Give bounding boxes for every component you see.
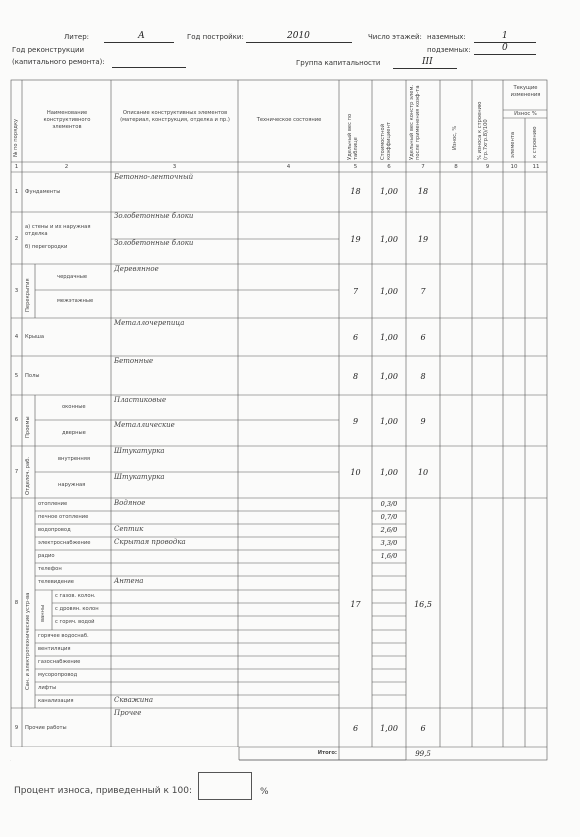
row-group: Проемы [25, 416, 31, 438]
utility-coef-value: 2,6/0 [380, 526, 398, 534]
utility-item-label: вентиляция [38, 646, 71, 652]
col-1-header: № по порядку [13, 118, 19, 157]
col-7-header: Удельный вес констр элем. после применения коэф-та [409, 84, 421, 160]
adjusted-weight-value: 16,5 [414, 600, 432, 609]
weight-value: 19 [350, 235, 361, 244]
adjusted-weight-value: 6 [420, 333, 426, 342]
utility-item-label: радио [38, 553, 55, 559]
coef-value: 1,00 [380, 724, 398, 733]
utility-coef-value: 0,7/0 [380, 513, 398, 521]
weight-value: 6 [352, 333, 359, 342]
row-number: 7 [14, 469, 19, 475]
row-name-b: б) перегородки [25, 244, 68, 250]
row-desc: Бетонно-ленточный [114, 173, 194, 181]
floors-label: Число этажей: [368, 33, 422, 41]
weight-value: 6 [352, 724, 359, 733]
total-label: Итого: [317, 750, 337, 756]
utility-item-label: с дровян. колон [55, 606, 99, 612]
adjusted-weight-value: 7 [420, 287, 426, 296]
percent-unit: % [260, 787, 269, 797]
col-9-header: % износа к строению (гр.7хгр.8)/100 [477, 101, 489, 160]
utility-item-label: телевидение [38, 579, 74, 585]
below-label: подземных: [427, 46, 471, 54]
col-number: 5 [353, 164, 358, 170]
row-sub-a: оконные [62, 404, 86, 410]
litera-label: Литер: [64, 33, 89, 41]
row-desc: Металлочерепица [114, 319, 185, 327]
utility-item-label: мусоропровод [38, 672, 78, 678]
current-changes-header: Текущие изменения [510, 85, 541, 98]
row-desc-a: Пластиковые [114, 396, 167, 404]
row-desc-b: Металлические [114, 421, 175, 429]
weight-value: 18 [350, 187, 361, 196]
utility-item-label: отопление [38, 501, 68, 507]
row-sub-b: наружная [58, 482, 86, 488]
utility-item-label: газоснабжение [38, 659, 81, 665]
col-number: 4 [286, 164, 291, 170]
coef-value: 1,00 [380, 468, 398, 477]
row-name-a: а) стены и их наружная отделка [25, 224, 91, 237]
utility-item-label: телефон [38, 566, 62, 572]
row-number: 9 [14, 725, 19, 731]
row-number: 6 [14, 417, 19, 423]
coef-value: 1,00 [380, 372, 398, 381]
utility-item-label: печное отопление [38, 514, 89, 520]
row-name: Фундаменты [25, 189, 61, 195]
col-number: 10 [510, 164, 518, 170]
row-desc-a: Штукатурка [114, 447, 165, 455]
utility-item-desc: Септик [114, 525, 144, 533]
utility-coef-value: 3,3/0 [380, 539, 398, 547]
row-name: Крыша [25, 334, 44, 340]
utility-coef-value: 1,6/0 [380, 552, 398, 560]
utility-item-label: горячее водоснаб. [38, 633, 89, 639]
col-11-header: к строению [532, 126, 538, 158]
row-desc: Деревянное [114, 265, 159, 273]
utility-item-desc: Водяное [114, 499, 146, 507]
adjusted-weight-value: 18 [417, 187, 429, 196]
row-number: 4 [14, 334, 19, 340]
row-desc-b: Золобетонные блоки [114, 239, 194, 247]
row-desc: Прочее [114, 709, 142, 717]
total-value: 99,5 [415, 750, 431, 758]
recon-label-2: (капитального ремонта): [12, 58, 105, 66]
col-number: 11 [532, 164, 540, 170]
col-8-header: Износ, % [452, 125, 458, 150]
recon-label: Год реконструкции [12, 46, 85, 54]
utility-item-label: электроснабжение [38, 540, 91, 546]
row-name: Прочие работы [25, 725, 67, 731]
row-name: Полы [25, 373, 40, 379]
utility-coef-value: 0,3/0 [380, 500, 398, 508]
below-value: 0 [502, 43, 508, 53]
wear-percent-field[interactable] [198, 772, 252, 800]
row-number: 2 [14, 236, 19, 242]
weight-value: 9 [352, 417, 359, 426]
baths-label: ванны [40, 604, 46, 622]
row-sub-b: дверные [62, 430, 86, 436]
utility-item-desc: Скрытая проводка [114, 538, 186, 546]
row-sub-a: чердачные [57, 274, 88, 280]
year-label: Год постройки: [187, 33, 244, 41]
row-number: 8 [14, 600, 19, 606]
utility-item-label: с газов. колон. [55, 593, 96, 599]
weight-value: 17 [350, 600, 361, 609]
wear-sub-header: Износ % [514, 111, 537, 117]
col-number: 1 [14, 164, 19, 170]
col-2-header: Наименование конструктивного элементов [43, 110, 91, 130]
row-group: Перекрытия [25, 278, 31, 312]
row-number: 3 [14, 288, 19, 294]
adjusted-weight-value: 10 [417, 468, 429, 477]
above-label: наземных: [427, 33, 466, 41]
col-number: 6 [387, 164, 391, 170]
col-5-header: Удельный вес по таблице [347, 113, 359, 160]
col-number: 8 [454, 164, 458, 170]
utility-item-label: канализация [38, 698, 74, 704]
adjusted-weight-value: 8 [420, 372, 426, 381]
row-number: 1 [14, 189, 19, 195]
utility-item-desc: Скважина [114, 696, 154, 704]
row-desc: Бетонные [114, 357, 154, 365]
col-6-header: Стоимостной коэффициент [380, 122, 392, 160]
row-number: 5 [14, 373, 19, 379]
col-number: 3 [172, 164, 177, 170]
coef-value: 1,00 [380, 187, 398, 196]
coef-value: 1,00 [380, 287, 398, 296]
row-sub-b: межэтажные [57, 298, 94, 304]
col-number: 9 [485, 164, 490, 170]
weight-value: 8 [352, 372, 359, 381]
col-number: 2 [64, 164, 69, 170]
year-value: 2010 [287, 31, 310, 41]
adjusted-weight-value: 19 [417, 235, 429, 244]
utility-item-desc: Антена [114, 577, 144, 585]
group-label: Группа капитальности [296, 59, 381, 67]
above-value: 1 [502, 31, 508, 41]
row-sub-a: внутренняя [58, 456, 91, 462]
group-value: III [422, 57, 433, 67]
col-number: 7 [421, 164, 425, 170]
utility-item-label: лифты [38, 685, 57, 691]
weight-value: 7 [352, 287, 359, 296]
weight-value: 10 [350, 468, 361, 477]
adjusted-weight-value: 9 [420, 417, 426, 426]
footer-label: Процент износа, приведенный к 100: [14, 786, 192, 796]
utility-item-label: с горяч. водой [55, 619, 95, 625]
coef-value: 1,00 [380, 333, 398, 342]
row-group: Отделоч. раб. [25, 456, 31, 495]
row-desc-b: Штукатурка [114, 473, 165, 481]
utility-item-label: водопровод [38, 527, 71, 533]
litera-value: А [138, 31, 145, 41]
adjusted-weight-value: 6 [420, 724, 426, 733]
col-4-header: Техническое состояние [256, 117, 322, 123]
row-desc-a: Золобетонные блоки [114, 212, 194, 220]
col-3-header: Описание конструктивных элементов (материал, конструкция, отделка и пр.) [120, 110, 230, 123]
row-group: Сан. и электротехнические устр-ва [25, 592, 31, 690]
coef-value: 1,00 [380, 235, 398, 244]
col-10-header: элемента [510, 131, 516, 158]
coef-value: 1,00 [380, 417, 398, 426]
